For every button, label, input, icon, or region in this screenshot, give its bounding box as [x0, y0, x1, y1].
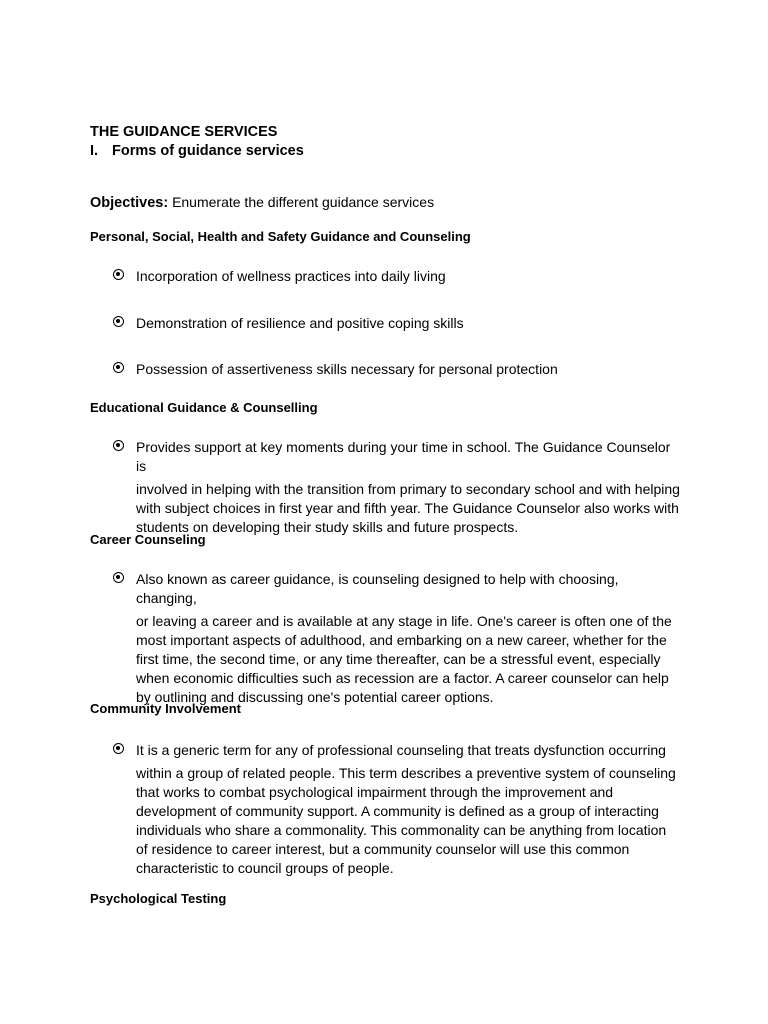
list-item-continuation: involved in helping with the transition from primary to secondary school and with helping with subject choices in first year and fifth year. The Guidance Counselor also works with students on developing their study skills and future prospects. — [136, 481, 680, 535]
section-heading: Educational Guidance & Counselling — [90, 400, 318, 415]
list-item-first-line: Provides support at key moments during your time in school. The Guidance Counselor is — [136, 439, 671, 474]
section-heading: Personal, Social, Health and Safety Guidance and Counseling — [90, 229, 471, 244]
radio-bullet-icon — [113, 362, 124, 373]
list-item-continuation: within a group of related people. This term describes a preventive system of counseling that works to combat psychological impairment through the improvement and development of community support. A community is defined as a group of interacting individuals who share a commonality. This commonality can be anything from location of residence to career interest, but a community counselor will use this common characteristic to council groups of people. — [136, 765, 676, 876]
section-heading: Community Involvement — [90, 701, 241, 716]
radio-bullet-icon — [113, 316, 124, 327]
list-item-first-line: Also known as career guidance, is counseling designed to help with choosing, changing, — [136, 571, 619, 606]
objectives-line — [90, 194, 434, 211]
subtitle-number: I. — [90, 143, 99, 159]
document-title: THE GUIDANCE SERVICES — [90, 124, 278, 140]
list-item-text — [136, 741, 681, 878]
radio-bullet-icon — [113, 440, 124, 451]
list-item-text — [136, 438, 681, 537]
list-item-text: Possession of assertiveness skills necessary for personal protection — [136, 361, 558, 377]
list-item-first-line: It is a generic term for any of professional counseling that treats dysfunction occurring — [136, 742, 666, 758]
radio-bullet-icon — [113, 743, 124, 754]
objectives-label: Objectives: — [90, 195, 169, 211]
section-heading: Psychological Testing — [90, 891, 227, 906]
section-subtitle — [90, 143, 304, 159]
subtitle-text: Forms of guidance services — [112, 143, 304, 159]
radio-bullet-icon — [113, 269, 124, 280]
list-item-text — [136, 570, 681, 707]
radio-bullet-icon — [113, 572, 124, 583]
section-heading: Career Counseling — [90, 532, 206, 547]
list-item-continuation: or leaving a career and is available at any stage in life. One's career is often one of the most important aspects of adulthood, and embarking on a new career, whether for the first time, the second time, or any time thereafter, can be a stressful event, especially when economic difficulties such as recession are a factor. A career counselor can help by outlining and discussing one's potential career options. — [136, 613, 672, 705]
list-item-text: Demonstration of resilience and positive coping skills — [136, 315, 464, 331]
objectives-text: Enumerate the different guidance services — [172, 194, 435, 210]
list-item-text: Incorporation of wellness practices into daily living — [136, 268, 446, 284]
